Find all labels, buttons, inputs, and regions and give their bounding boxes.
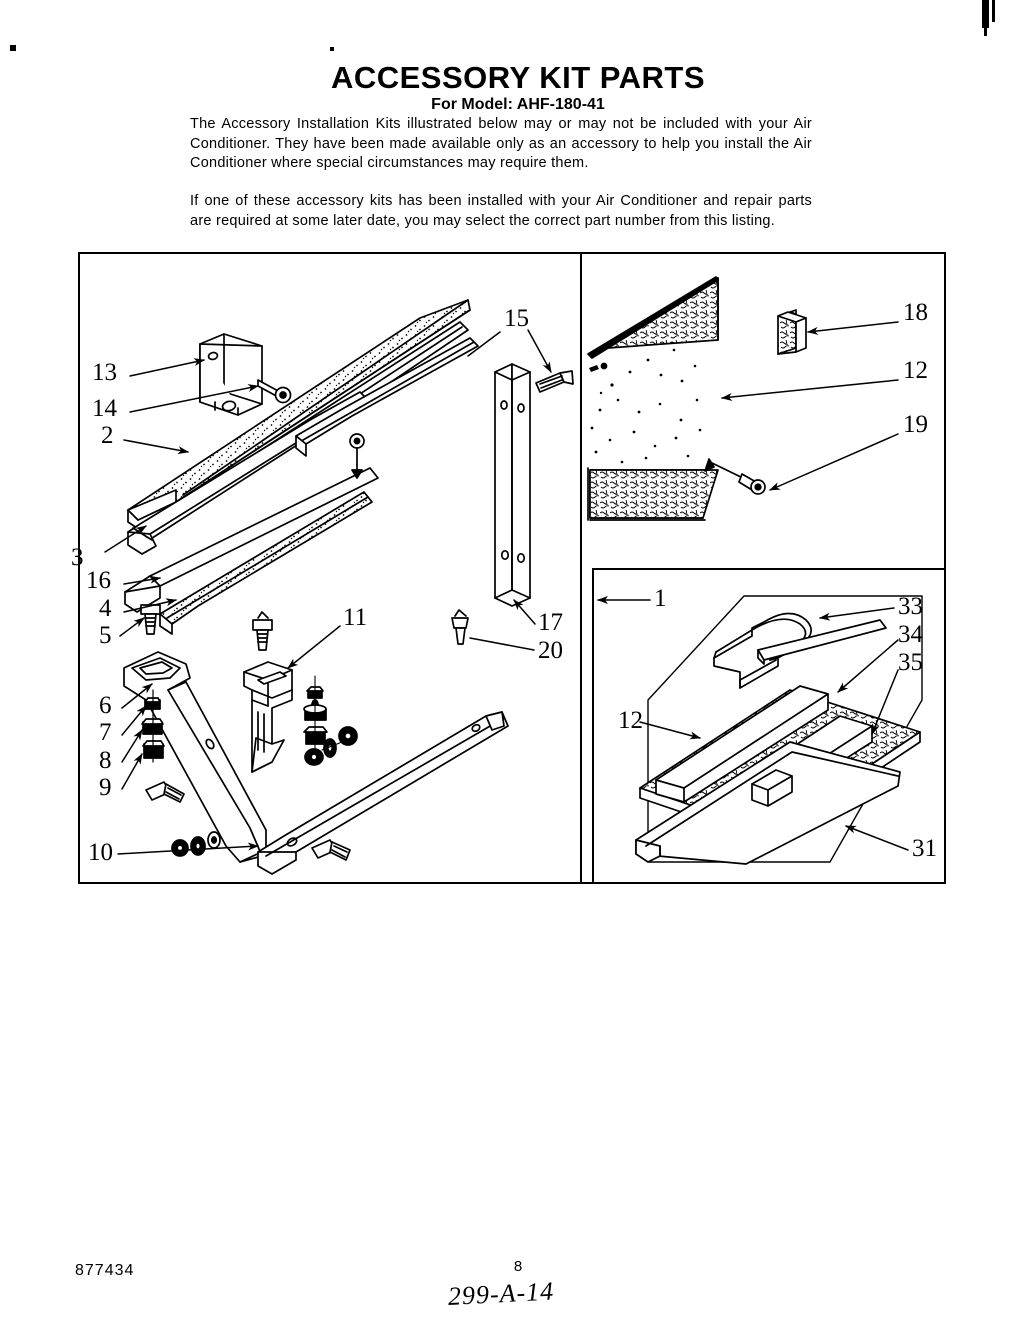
callout-2: 2 — [101, 422, 114, 449]
callout-34: 34 — [898, 621, 923, 648]
callout-33: 33 — [898, 593, 923, 620]
screw-center-right — [452, 610, 468, 644]
callout-9: 9 — [99, 774, 112, 801]
part-14-pivot-pin — [258, 380, 291, 403]
footer-revision-code: 299-A-14 — [447, 1276, 555, 1311]
callout-6: 6 — [99, 692, 112, 719]
part-2-upper-rail — [128, 300, 470, 530]
callout-8: 8 — [99, 747, 112, 774]
part-17-vertical-channel — [495, 364, 530, 606]
part-5-screw — [253, 612, 272, 650]
callout-13: 13 — [92, 359, 117, 386]
part-13-angle-bracket — [200, 334, 262, 415]
callout-10: 10 — [88, 839, 113, 866]
part-11-bracket — [244, 662, 292, 772]
callout-7: 7 — [99, 719, 112, 746]
callout-1: 1 — [654, 585, 667, 612]
lower-rail-screw — [312, 840, 350, 860]
lower-long-rail — [258, 712, 508, 874]
callout-16: 16 — [86, 567, 111, 594]
footer-page-number: 8 — [513, 1258, 523, 1275]
callout-18: 18 — [903, 299, 928, 326]
part-10-fasteners — [172, 832, 220, 856]
callout-15: 15 — [504, 305, 529, 332]
callout-4: 4 — [99, 595, 112, 622]
callout-14: 14 — [92, 395, 117, 422]
callout-11: 11 — [343, 604, 368, 631]
intro-paragraph-1: The Accessory Installation Kits illustrated below may or may not be included with your Air Conditioner. They have been made available only as an accessory to help you install the Air Conditioner where special circumstances may require them. — [190, 116, 812, 171]
callout-3: 3 — [71, 544, 84, 571]
part-12-panel — [588, 277, 718, 520]
callout-19: 19 — [903, 411, 928, 438]
part-4-screw — [141, 605, 160, 634]
footer-part-number: 877434 — [75, 1262, 135, 1279]
part-33-gasket — [714, 613, 886, 688]
callout-35: 35 — [898, 649, 923, 676]
callout-5: 5 — [99, 622, 112, 649]
rail-pivot-fastener — [350, 434, 364, 478]
part-18-block — [778, 310, 806, 354]
hardware-cluster — [304, 676, 357, 765]
part-15-bolt — [536, 371, 573, 392]
callout-12-inset: 12 — [618, 707, 643, 734]
callout-17: 17 — [538, 609, 563, 636]
loose-screw-lower-left — [146, 782, 184, 802]
intro-paragraph-2: If one of these accessory kits has been installed with your Air Conditioner and repair parts are required at some later date, you may select the correct part number from this listing. — [190, 193, 812, 229]
callout-12: 12 — [903, 357, 928, 384]
page-title: ACCESSORY KIT PARTS — [330, 60, 706, 95]
model-subtitle: For Model: AHF-180-41 — [431, 96, 605, 113]
callout-20: 20 — [538, 637, 563, 664]
callout-31: 31 — [912, 835, 937, 862]
